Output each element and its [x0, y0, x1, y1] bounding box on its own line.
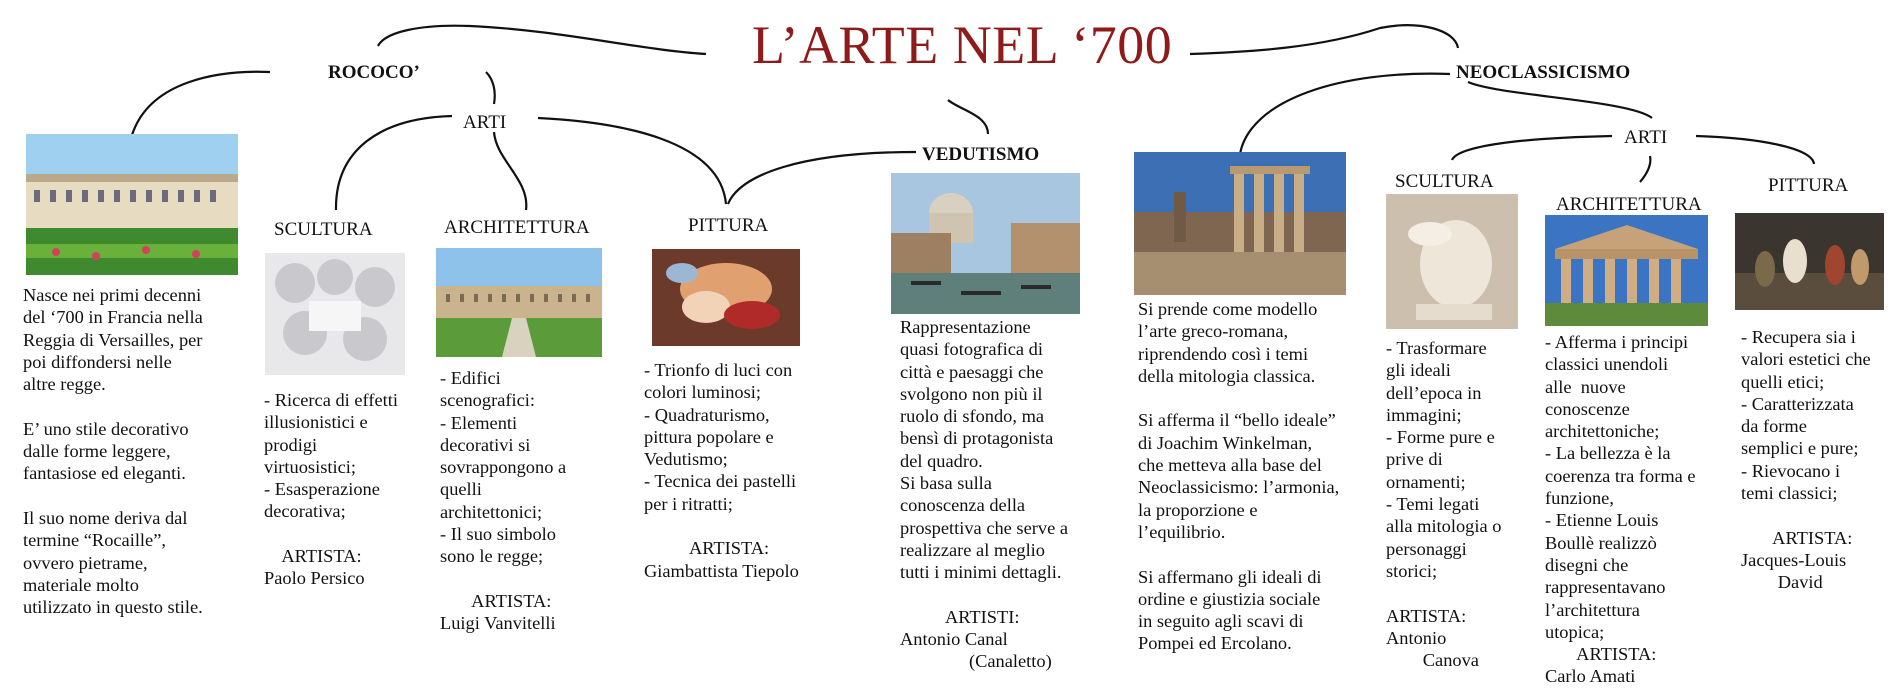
neo-pittura-label: PITTURA	[1768, 175, 1849, 196]
connector-arti-pittura-neo	[1696, 136, 1814, 164]
vedutismo-heading: VEDUTISMO	[922, 144, 1040, 165]
rococo-pittura-label: PITTURA	[688, 215, 769, 236]
connector-title-rococo	[378, 26, 706, 54]
david-painting-image	[1735, 213, 1884, 310]
ancient-ruins-image	[1134, 152, 1346, 295]
neoclassicismo-heading: NEOCLASSICISMO	[1456, 62, 1631, 83]
connector-arti-architettura-neo	[1640, 156, 1650, 182]
connector-arti-scultura	[336, 116, 452, 210]
rococo-arti-label: ARTI	[463, 112, 507, 133]
connector-pittura-vedutismo	[728, 152, 916, 204]
neo-architettura-label: ARCHITETTURA	[1556, 194, 1702, 215]
neo-scultura-text: - Trasformare gli ideali dell’epoca in immagini; - Forme pure e prive di ornamenti; - Temi legati alla mitologia o personaggi storici; ARTISTA: Antonio Canova	[1386, 338, 1502, 671]
connector-title-vedutismo	[948, 100, 988, 134]
neo-intro-text: Si prende come modello l’arte greco-romana, riprendendo così i temi della mitologia classica. Si afferma il “bello ideale” di Joachim Winkelman, che metteva alla base del Neoclassicismo: l’armonia, la proporzione e l’equilibrio. Si affermano gli ideali di ordine e giustizia sociale in seguito agli scavi di Pompei ed Ercolano.	[1138, 299, 1340, 654]
rococo-heading: ROCOCO’	[328, 62, 420, 83]
connector-arti-pittura	[538, 118, 726, 204]
rococo-architettura-text: - Edifici scenografici: - Elementi decorativi si sovrappongono a quelli architettonici; - Il suo simbolo sono le regge; ARTISTA: Luigi Vanvitelli	[440, 368, 567, 634]
neo-architettura-text: - Afferma i principi classici unendoli alle nuove conoscenze architettoniche; - La bellezza è la coerenza tra forma e funzione, - Etienne Louis Boullè realizzò disegni che rappresentavano l’architettura utopica; ARTISTA: Carlo Amati	[1545, 332, 1696, 687]
rococo-architettura-label: ARCHITETTURA	[444, 217, 590, 238]
palace-versailles-image	[26, 134, 238, 275]
neo-arti-label: ARTI	[1624, 127, 1668, 148]
sculpture-relief-image	[265, 253, 405, 375]
neo-scultura-label: SCULTURA	[1395, 171, 1494, 192]
connector-arti-architettura	[494, 132, 526, 210]
royal-palace-image	[436, 248, 602, 357]
neo-pittura-text: - Recupera sia i valori estetici che quelli etici; - Caratterizzata da forme semplici e pure; - Rievocano i temi classici; ARTISTA: Jacques-Louis David	[1741, 327, 1871, 593]
canova-statue-image	[1386, 194, 1518, 329]
connector-rococo-arti	[486, 72, 495, 104]
greek-temple-image	[1545, 215, 1708, 326]
venice-canal-image	[891, 173, 1080, 314]
connector-title-neo	[1190, 25, 1458, 54]
rococo-scultura-text: - Ricerca di effetti illusionistici e prodigi virtuosistici; - Esasperazione decorativa; ARTISTA: Paolo Persico	[264, 390, 398, 589]
connector-neo-ruins	[1240, 74, 1450, 154]
rococo-intro-text: Nasce nei primi decenni del ‘700 in Francia nella Reggia di Versailles, per poi diffondersi nelle altre regge. E’ uno stile decorativo dalle forme leggere, fantasiose ed eleganti. Il suo nome deriva dal termine “Rocaille”, ovvero pietrame, materiale molto utilizzato in questo stile.	[23, 285, 203, 618]
connector-rococo-palace	[132, 72, 270, 135]
tiepolo-painting-image	[652, 249, 800, 346]
vedutismo-text: Rappresentazione quasi fotografica di città e paesaggi che svolgono non più il ruolo di sfondo, ma bensì di protagonista del quadro. Si basa sulla conoscenza della prospettiva che serve a realizzare al meglio tutti i minimi dettagli. ARTISTI: Antonio Canal (Canaletto)	[900, 317, 1068, 672]
rococo-pittura-text: - Trionfo di luci con colori luminosi; - Quadraturismo, pittura popolare e Vedutismo; - Tecnica dei pastelli per i ritratti; ARTISTA: Giambattista Tiepolo	[644, 360, 799, 581]
connector-neo-arti	[1468, 82, 1652, 118]
page-title: L’ARTE NEL ‘700	[752, 15, 1173, 75]
rococo-scultura-label: SCULTURA	[274, 219, 373, 240]
connector-arti-scultura-neo	[1452, 136, 1612, 160]
